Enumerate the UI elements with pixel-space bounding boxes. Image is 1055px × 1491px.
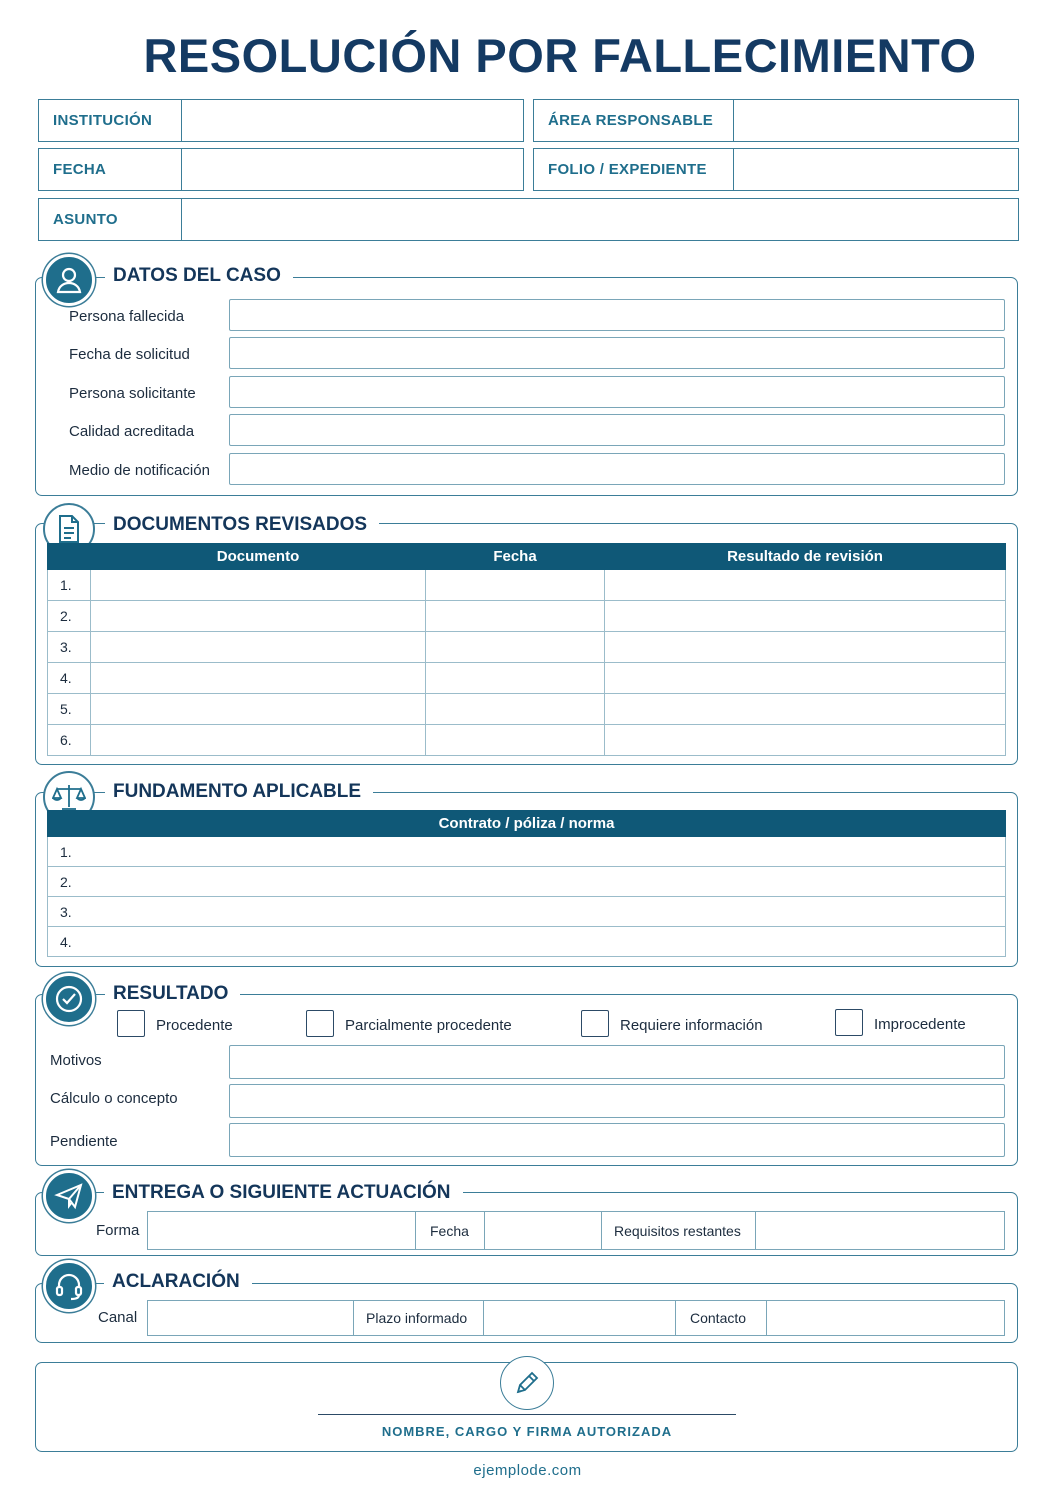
table-header: Documento bbox=[91, 544, 426, 570]
persona-fallecida-input[interactable] bbox=[229, 299, 1005, 331]
table-cell[interactable] bbox=[605, 570, 1006, 601]
documentos-table bbox=[47, 543, 1006, 756]
pendiente-input[interactable] bbox=[229, 1123, 1005, 1157]
row-number: 6. bbox=[48, 725, 91, 756]
table-header-row bbox=[48, 811, 1006, 837]
requisitos-input[interactable] bbox=[756, 1212, 1004, 1249]
table-row bbox=[48, 725, 1006, 756]
table-cell[interactable] bbox=[91, 694, 426, 725]
table-cell[interactable] bbox=[91, 663, 426, 694]
persona-solicitante-input[interactable] bbox=[229, 376, 1005, 408]
table-header-row bbox=[48, 544, 1006, 570]
canal-input[interactable] bbox=[148, 1301, 354, 1335]
motivos-label: Motivos bbox=[50, 1052, 102, 1069]
row-number: 4. bbox=[48, 663, 91, 694]
datos-row-label: Calidad acreditada bbox=[69, 423, 195, 440]
signature-line bbox=[318, 1414, 736, 1415]
table-cell[interactable] bbox=[91, 601, 426, 632]
row-number[interactable]: 4. bbox=[48, 927, 1006, 957]
table-cell[interactable] bbox=[91, 725, 426, 756]
folio-label: FOLIO / EXPEDIENTE bbox=[534, 149, 734, 190]
table-row bbox=[48, 927, 1006, 957]
datos-row-label: Persona solicitante bbox=[69, 385, 196, 402]
pen-icon bbox=[500, 1356, 554, 1410]
parcialmente-procedente-label: Parcialmente procedente bbox=[345, 1017, 512, 1034]
asunto-value[interactable] bbox=[182, 199, 1018, 240]
motivos-input[interactable] bbox=[229, 1045, 1005, 1079]
table-cell[interactable] bbox=[605, 663, 1006, 694]
asunto-field[interactable] bbox=[38, 198, 1019, 241]
plazo-input[interactable] bbox=[484, 1301, 676, 1335]
table-header: Fecha bbox=[426, 544, 605, 570]
folio-value[interactable] bbox=[734, 149, 1018, 190]
aclaracion-title: ACLARACIÓN bbox=[104, 1271, 252, 1293]
aclaracion-row bbox=[147, 1300, 1005, 1336]
requiere-informacion-checkbox[interactable] bbox=[581, 1010, 609, 1037]
fecha-field[interactable] bbox=[38, 148, 524, 191]
area-field[interactable] bbox=[533, 99, 1019, 142]
table-cell[interactable] bbox=[426, 725, 605, 756]
table-row bbox=[48, 867, 1006, 897]
institucion-label: INSTITUCIÓN bbox=[39, 100, 182, 141]
improcedente-label: Improcedente bbox=[874, 1016, 966, 1033]
table-row bbox=[48, 601, 1006, 632]
footer-url: ejemplode.com bbox=[473, 1462, 582, 1479]
folio-field[interactable] bbox=[533, 148, 1019, 191]
documentos-title: DOCUMENTOS REVISADOS bbox=[105, 514, 379, 536]
fundamento-table bbox=[47, 810, 1006, 957]
area-label: ÁREA RESPONSABLE bbox=[534, 100, 734, 141]
procedente-label: Procedente bbox=[156, 1017, 233, 1034]
table-row bbox=[48, 663, 1006, 694]
table-row bbox=[48, 837, 1006, 867]
procedente-checkbox[interactable] bbox=[117, 1010, 145, 1037]
fundamento-title: FUNDAMENTO APLICABLE bbox=[105, 781, 373, 803]
table-cell[interactable] bbox=[605, 632, 1006, 663]
headset-icon bbox=[43, 1260, 95, 1312]
entrega-row bbox=[147, 1211, 1005, 1250]
requisitos-label: Requisitos restantes bbox=[602, 1212, 756, 1249]
row-number[interactable]: 3. bbox=[48, 897, 1006, 927]
datos-row-label: Fecha de solicitud bbox=[69, 346, 190, 363]
resultado-title: RESULTADO bbox=[105, 983, 240, 1005]
improcedente-checkbox[interactable] bbox=[835, 1009, 863, 1036]
contacto-label: Contacto bbox=[676, 1301, 767, 1335]
entrega-fecha-input[interactable] bbox=[485, 1212, 602, 1249]
institucion-field[interactable] bbox=[38, 99, 524, 142]
row-number[interactable]: 2. bbox=[48, 867, 1006, 897]
calculo-label: Cálculo o concepto bbox=[50, 1090, 178, 1107]
requiere-informacion-label: Requiere información bbox=[620, 1017, 763, 1034]
table-cell[interactable] bbox=[605, 725, 1006, 756]
area-value[interactable] bbox=[734, 100, 1018, 141]
row-number: 1. bbox=[48, 570, 91, 601]
table-row bbox=[48, 570, 1006, 601]
table-header: Resultado de revisión bbox=[605, 544, 1006, 570]
plazo-label: Plazo informado bbox=[354, 1301, 484, 1335]
calculo-input[interactable] bbox=[229, 1084, 1005, 1118]
institucion-value[interactable] bbox=[182, 100, 523, 141]
pendiente-label: Pendiente bbox=[50, 1133, 118, 1150]
table-row bbox=[48, 632, 1006, 663]
entrega-fecha-label: Fecha bbox=[416, 1212, 485, 1249]
table-cell[interactable] bbox=[426, 632, 605, 663]
datos-caso-title: DATOS DEL CASO bbox=[105, 265, 293, 287]
medio-notificacion-input[interactable] bbox=[229, 453, 1005, 485]
table-cell[interactable] bbox=[426, 663, 605, 694]
contacto-input[interactable] bbox=[767, 1301, 1004, 1335]
table-row bbox=[48, 694, 1006, 725]
forma-input[interactable] bbox=[148, 1212, 416, 1249]
canal-label: Canal bbox=[98, 1309, 138, 1326]
table-header bbox=[48, 544, 91, 570]
table-row bbox=[48, 897, 1006, 927]
forma-label: Forma bbox=[96, 1222, 140, 1239]
row-number: 5. bbox=[48, 694, 91, 725]
datos-row-label: Medio de notificación bbox=[69, 462, 210, 479]
table-cell[interactable] bbox=[426, 601, 605, 632]
person-icon bbox=[43, 254, 95, 306]
row-number: 2. bbox=[48, 601, 91, 632]
table-cell[interactable] bbox=[426, 694, 605, 725]
fecha-label: FECHA bbox=[39, 149, 182, 190]
paper-plane-icon bbox=[43, 1170, 95, 1222]
page-title: RESOLUCIÓN POR FALLECIMIENTO bbox=[143, 29, 977, 82]
parcialmente-procedente-checkbox[interactable] bbox=[306, 1010, 334, 1037]
check-circle-icon bbox=[43, 973, 95, 1025]
datos-row-label: Persona fallecida bbox=[69, 308, 185, 325]
table-cell[interactable] bbox=[426, 570, 605, 601]
table-cell[interactable] bbox=[605, 694, 1006, 725]
table-cell[interactable] bbox=[605, 601, 1006, 632]
row-number[interactable]: 1. bbox=[48, 837, 1006, 867]
calidad-acreditada-input[interactable] bbox=[229, 414, 1005, 446]
table-header: Contrato / póliza / norma bbox=[48, 811, 1006, 837]
table-cell[interactable] bbox=[91, 632, 426, 663]
signature-label: NOMBRE, CARGO Y FIRMA AUTORIZADA bbox=[381, 1424, 673, 1439]
row-number: 3. bbox=[48, 632, 91, 663]
fecha-value[interactable] bbox=[182, 149, 523, 190]
table-cell[interactable] bbox=[91, 570, 426, 601]
fecha-solicitud-input[interactable] bbox=[229, 337, 1005, 369]
entrega-title: ENTREGA O SIGUIENTE ACTUACIÓN bbox=[104, 1182, 463, 1204]
asunto-label: ASUNTO bbox=[39, 199, 182, 240]
